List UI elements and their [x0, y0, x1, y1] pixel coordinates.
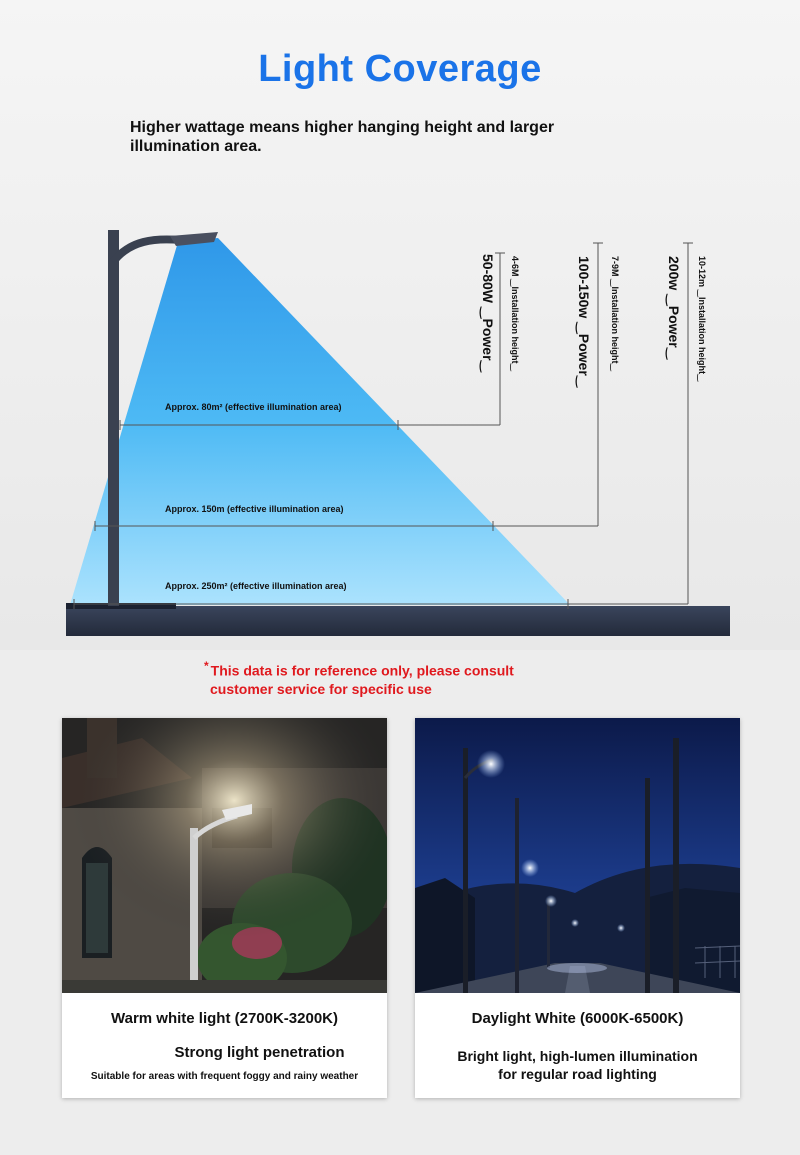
area-label-1: Approx. 80m² (effective illumination area) — [165, 402, 342, 412]
power-label-1: 50-80W ‿Power‿ — [480, 254, 496, 373]
height-label-2: 7-9M ‿Installation height‿ — [610, 256, 620, 371]
area-label-2: Approx. 150m (effective illumination area) — [165, 504, 344, 514]
warm-light-title: Warm white light (2700K-3200K) — [111, 1010, 338, 1027]
daylight-card — [415, 718, 740, 1098]
reference-note — [204, 657, 604, 698]
page-subtitle: Higher wattage means higher hanging height and larger illumination area. — [130, 119, 555, 155]
power-label-2: 100-150w ‿Power‿ — [576, 256, 592, 388]
note-line-1: This data is for reference only, please consult — [210, 662, 514, 679]
daylight-feature: Bright light, high-lumen illumination — [457, 1048, 698, 1064]
daylight-title: Daylight White (6000K-6500K) — [471, 1010, 684, 1027]
lamp-arm — [113, 239, 180, 262]
daylight-photo — [415, 718, 740, 993]
warm-light-photo — [62, 718, 387, 993]
daylight-usage: for regular road lighting — [498, 1066, 657, 1082]
warm-light-card — [62, 718, 387, 1098]
ground — [66, 606, 730, 636]
warm-light-feature: Strong light penetration — [174, 1044, 345, 1061]
lamp-pole — [108, 230, 119, 606]
power-label-3: 200w ‿Power‿ — [666, 256, 682, 360]
area-label-3: Approx. 250m² (effective illumination area) — [165, 581, 347, 591]
note-line-2: customer service for specific use — [210, 680, 432, 697]
height-label-1: 4-6M ‿Installation height‿ — [510, 256, 520, 371]
note-star: * — [204, 659, 209, 673]
height-label-3: 10-12m ‿Installation height‿ — [697, 256, 707, 382]
page-title: Light Coverage — [258, 48, 542, 90]
warm-light-usage: Suitable for areas with frequent foggy and rainy weather — [90, 1071, 359, 1082]
